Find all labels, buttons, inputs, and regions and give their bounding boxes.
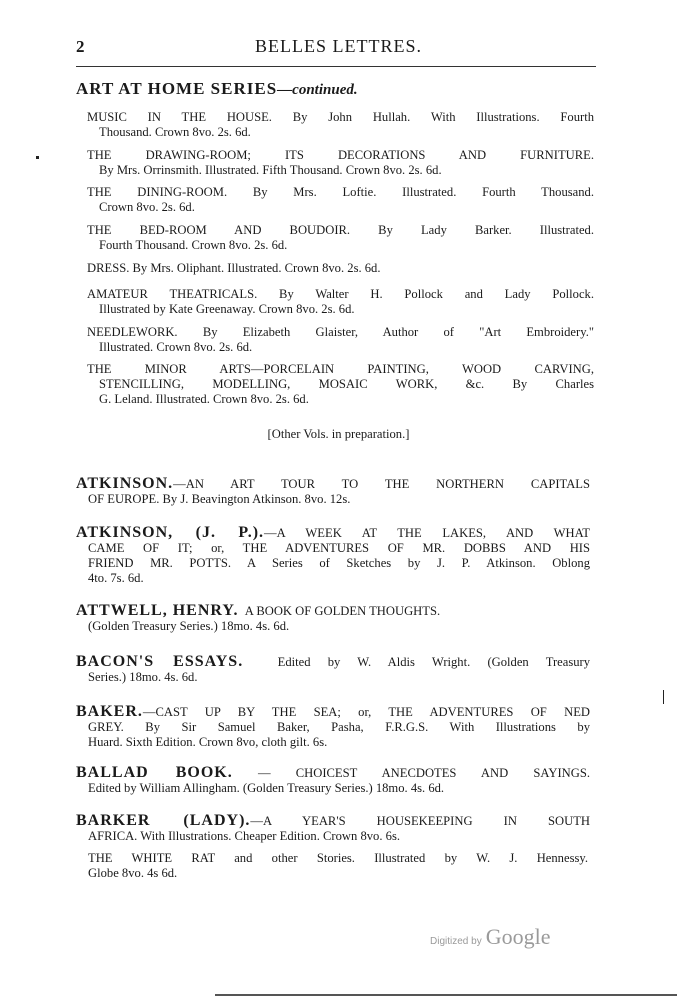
google-watermark — [430, 924, 550, 950]
entry-line: CAME OF IT; or, THE ADVENTURES OF MR. DOBBS AND HIS — [88, 541, 590, 555]
entry-line: —A WEEK AT THE LAKES, AND WHAT — [264, 526, 590, 540]
entry-line: By Mrs. Orrinsmith. Illustrated. Fifth Thousand. Crown 8vo. 2s. 6d. — [99, 163, 442, 177]
series-entry-minor-arts — [87, 362, 594, 407]
series-heading — [76, 79, 358, 99]
entry-line: Edited by William Allingham. (Golden Treasury Series.) 18mo. 4s. 6d. — [88, 781, 445, 795]
entry-head: ATKINSON, (J. P.). — [76, 524, 265, 541]
entry-line: THE WHITE RAT and other Stories. Illustrated by W. J. Hennessy. — [88, 851, 588, 865]
entry-line: Crown 8vo. 2s. 6d. — [99, 200, 195, 214]
series-continued: —continued. — [277, 82, 358, 98]
entry-line: Fourth Thousand. Crown 8vo. 2s. 6d. — [99, 238, 288, 252]
entry-bacon — [76, 654, 590, 685]
series-title: ART AT HOME SERIES — [76, 79, 278, 98]
entry-line: THE DINING-ROOM. By Mrs. Loftie. Illustrated. Fourth Thousand. — [87, 185, 594, 199]
entry-line: — CHOICEST ANECDOTES AND SAYINGS. — [257, 766, 590, 780]
scan-speck — [663, 690, 664, 704]
series-entry-music — [87, 110, 594, 140]
entry-line: THE MINOR ARTS—PORCELAIN PAINTING, WOOD CARVING, — [87, 362, 594, 376]
entry-line: AFRICA. With Illustrations. Cheaper Edition. Crown 8vo. 6s. — [88, 829, 400, 843]
entry-line: Edited by W. Aldis Wright. (Golden Treasury — [277, 655, 591, 669]
entry-line: MUSIC IN THE HOUSE. By John Hullah. With Illustrations. Fourth — [87, 110, 594, 124]
entry-white-rat — [88, 851, 588, 881]
entry-line: Illustrated. Crown 8vo. 2s. 6d. — [99, 340, 253, 354]
page-number: 2 — [76, 37, 85, 56]
entry-line: 4to. 7s. 6d. — [88, 571, 144, 585]
entry-head: ATKINSON. — [76, 475, 174, 492]
entry-line: NEEDLEWORK. By Elizabeth Glaister, Author of "Art Embroidery." — [87, 325, 594, 339]
header-rule — [76, 66, 596, 67]
bottom-rule — [215, 994, 677, 996]
entry-line: THE BED-ROOM AND BOUDOIR. By Lady Barker. Illustrated. — [87, 223, 594, 237]
entry-line: Series.) 18mo. 4s. 6d. — [88, 670, 198, 684]
entry-head: ATTWELL, HENRY. — [76, 602, 239, 619]
series-entry-amateur-theatricals — [87, 287, 594, 317]
entry-line: THE DRAWING-ROOM; ITS DECORATIONS AND FURNITURE. — [87, 148, 594, 162]
scan-speck — [36, 156, 39, 159]
series-entry-dress — [87, 261, 594, 276]
entry-head: BACON'S ESSAYS. — [76, 653, 244, 670]
entry-line: OF EUROPE. By J. Beavington Atkinson. 8vo. 12s. — [88, 492, 351, 506]
entry-line: DRESS. By Mrs. Oliphant. Illustrated. Crown 8vo. 2s. 6d. — [87, 261, 381, 275]
entry-head: BALLAD BOOK. — [76, 764, 233, 781]
series-entry-needlework — [87, 325, 594, 355]
entry-line: STENCILLING, MODELLING, MOSAIC WORK, &c. By Charles — [99, 377, 594, 391]
google-digitized-label: Digitized by — [430, 936, 482, 947]
series-entry-dining-room — [87, 185, 594, 215]
entry-head: BAKER. — [76, 703, 143, 720]
entry-line: Huard. Sixth Edition. Crown 8vo, cloth gilt. 6s. — [88, 735, 328, 749]
other-vols-note: [Other Vols. in preparation.] — [267, 427, 410, 441]
entry-line: GREY. By Sir Samuel Baker, Pasha, F.R.G.S. With Illustrations by — [88, 720, 590, 734]
entry-line: AMATEUR THEATRICALS. By Walter H. Pollock and Lady Pollock. — [87, 287, 594, 301]
entry-line: Thousand. Crown 8vo. 2s. 6d. — [99, 125, 251, 139]
entry-line: —AN ART TOUR TO THE NORTHERN CAPITALS — [173, 477, 590, 491]
entry-line: —CAST UP BY THE SEA; or, THE ADVENTURES OF NED — [142, 705, 590, 719]
entry-line: G. Leland. Illustrated. Crown 8vo. 2s. 6d. — [99, 392, 309, 406]
entry-line: Illustrated by Kate Greenaway. Crown 8vo. 2s. 6d. — [99, 302, 355, 316]
entry-head: BARKER (LADY). — [76, 812, 251, 829]
running-head: BELLES LETTRES. — [255, 36, 422, 56]
entry-line: (Golden Treasury Series.) 18mo. 4s. 6d. — [88, 619, 290, 633]
entry-atkinson-jp — [76, 525, 590, 586]
entry-barker — [76, 813, 590, 844]
series-entry-drawing-room — [87, 148, 594, 178]
entry-baker — [76, 704, 590, 750]
entry-line: —A YEAR'S HOUSEKEEPING IN SOUTH — [250, 814, 591, 828]
entry-atkinson — [76, 476, 590, 507]
entry-line: FRIEND MR. POTTS. A Series of Sketches by J. P. Atkinson. Oblong — [88, 556, 590, 570]
google-logo-text: Google — [485, 924, 551, 949]
entry-line: Globe 8vo. 4s 6d. — [88, 866, 178, 880]
entry-line: A BOOK OF GOLDEN THOUGHTS. — [244, 604, 441, 618]
entry-attwell — [76, 603, 590, 634]
series-entry-bed-room — [87, 223, 594, 253]
entry-ballad-book — [76, 765, 590, 796]
